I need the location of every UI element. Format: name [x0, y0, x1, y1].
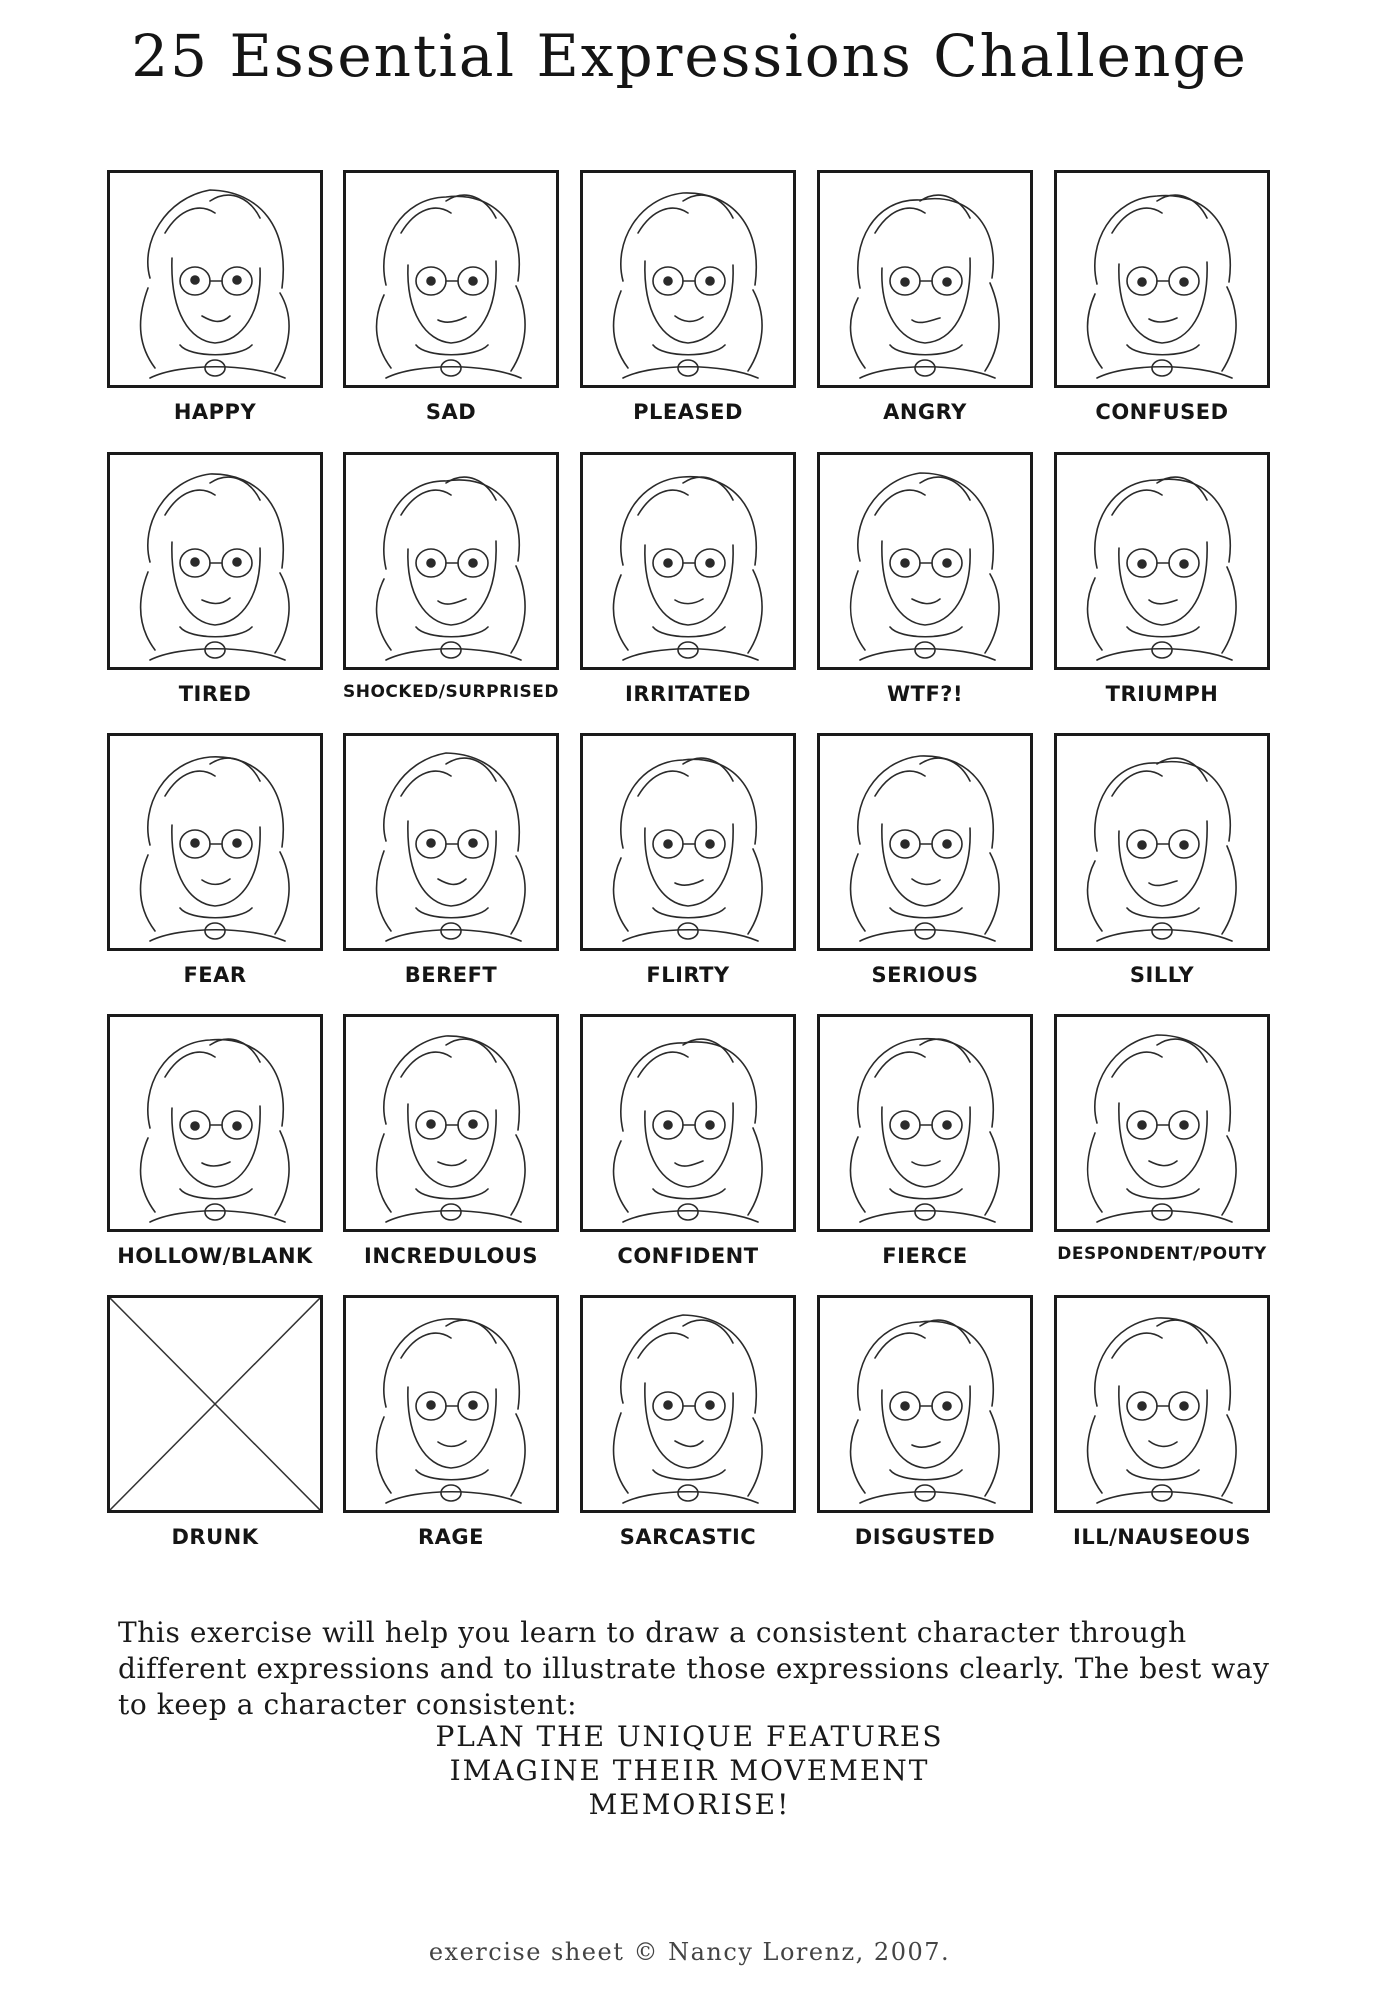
expression-label-wtf: WTF?!	[886, 682, 964, 706]
expression-label-sarcastic: SARCASTIC	[619, 1525, 757, 1549]
expression-panel-fierce	[817, 1014, 1033, 1232]
expression-panel-rage	[343, 1295, 559, 1513]
character-sketch	[1057, 173, 1267, 385]
expression-panel-confused	[1054, 170, 1270, 388]
character-sketch	[1057, 1017, 1267, 1229]
expression-label-tired: TIRED	[178, 682, 252, 706]
character-sketch	[1057, 1298, 1267, 1510]
expression-panel-disgusted	[817, 1295, 1033, 1513]
expression-label-serious: SERIOUS	[871, 963, 979, 987]
expression-panel-irritated	[580, 452, 796, 670]
character-sketch	[1057, 455, 1267, 667]
expression-label-angry: ANGRY	[883, 400, 967, 424]
expression-label-fear: FEAR	[183, 963, 247, 987]
character-sketch	[346, 173, 556, 385]
character-sketch	[583, 1298, 793, 1510]
expression-label-incredulous: INCREDULOUS	[364, 1244, 538, 1268]
expression-panel-drunk	[107, 1295, 323, 1513]
character-sketch	[820, 173, 1030, 385]
expression-label-confused: CONFUSED	[1095, 400, 1229, 424]
tips-list	[0, 1720, 1379, 1822]
character-sketch	[110, 1017, 320, 1229]
expression-label-sad: SAD	[425, 400, 477, 424]
page-title: 25 Essential Expressions Challenge	[131, 22, 1248, 90]
expression-panel-despondent-pouty	[1054, 1014, 1270, 1232]
tip-imagine: IMAGINE THEIR MOVEMENT	[449, 1754, 930, 1787]
character-sketch	[820, 455, 1030, 667]
character-sketch	[346, 1017, 556, 1229]
expression-label-silly: SILLY	[1129, 963, 1195, 987]
expression-label-happy: HAPPY	[173, 400, 257, 424]
empty-panel-cross	[110, 1298, 320, 1510]
expression-panel-hollow-blank	[107, 1014, 323, 1232]
expression-panel-happy	[107, 170, 323, 388]
expression-label-hollow-blank: HOLLOW/BLANK	[117, 1244, 313, 1268]
character-sketch	[110, 455, 320, 667]
character-sketch	[1057, 736, 1267, 948]
character-sketch	[820, 1017, 1030, 1229]
expression-label-shocked-surprised: SHOCKED/SURPRISED	[343, 682, 559, 702]
expression-label-pleased: PLEASED	[633, 400, 743, 424]
expression-label-triumph: TRIUMPH	[1105, 682, 1219, 706]
character-sketch	[110, 736, 320, 948]
expression-label-rage: RAGE	[417, 1525, 484, 1549]
expression-panel-serious	[817, 733, 1033, 951]
character-sketch	[110, 173, 320, 385]
character-sketch	[583, 736, 793, 948]
expression-panel-ill-nauseous	[1054, 1295, 1270, 1513]
character-sketch	[583, 173, 793, 385]
expression-panel-wtf	[817, 452, 1033, 670]
character-sketch	[346, 736, 556, 948]
character-sketch	[820, 736, 1030, 948]
character-sketch	[346, 1298, 556, 1510]
expression-label-flirty: FLIRTY	[646, 963, 730, 987]
expression-panel-fear	[107, 733, 323, 951]
expression-panel-bereft	[343, 733, 559, 951]
expression-label-fierce: FIERCE	[882, 1244, 968, 1268]
expression-label-confident: CONFIDENT	[617, 1244, 759, 1268]
expression-label-irritated: IRRITATED	[625, 682, 751, 706]
character-sketch	[583, 1017, 793, 1229]
character-sketch	[346, 455, 556, 667]
expression-panel-pleased	[580, 170, 796, 388]
expression-panel-sarcastic	[580, 1295, 796, 1513]
expression-panel-incredulous	[343, 1014, 559, 1232]
character-sketch	[583, 455, 793, 667]
expression-panel-angry	[817, 170, 1033, 388]
expression-panel-silly	[1054, 733, 1270, 951]
expression-panel-tired	[107, 452, 323, 670]
expression-label-bereft: BEREFT	[404, 963, 498, 987]
expression-label-ill-nauseous: ILL/NAUSEOUS	[1073, 1525, 1251, 1549]
expression-panel-triumph	[1054, 452, 1270, 670]
intro-paragraph: This exercise will help you learn to draw a consistent character through different expressions and to illustrate those expressions clearly. The best way to keep a character consistent:	[118, 1616, 1270, 1721]
expression-label-drunk: DRUNK	[171, 1525, 259, 1549]
expression-label-disgusted: DISGUSTED	[854, 1525, 996, 1549]
expression-label-despondent-pouty: DESPONDENT/POUTY	[1057, 1244, 1267, 1264]
character-sketch	[820, 1298, 1030, 1510]
expression-panel-flirty	[580, 733, 796, 951]
expression-panel-sad	[343, 170, 559, 388]
tip-plan: PLAN THE UNIQUE FEATURES	[435, 1720, 944, 1753]
tip-memorise: MEMORISE!	[588, 1788, 791, 1821]
expression-panel-confident	[580, 1014, 796, 1232]
expression-panel-shocked-surprised	[343, 452, 559, 670]
copyright-credit: exercise sheet © Nancy Lorenz, 2007.	[428, 1938, 951, 1966]
